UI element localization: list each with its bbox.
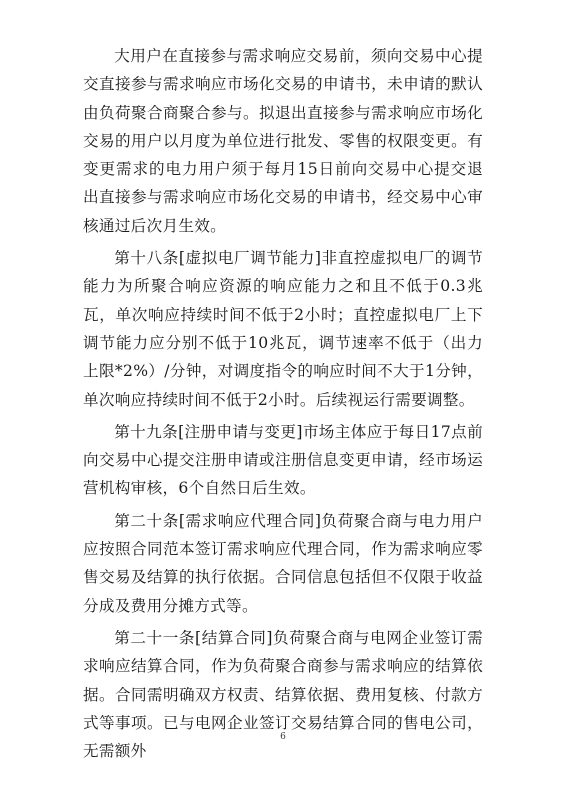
paragraph-article-20: 第二十条[需求响应代理合同]负荷聚合商与电力用户应按照合同范本签订需求响应代理合同，作为需求响应零售交易及结算的执行依据。合同信息包括但不仅限于收益分成及费用分摊方式等。 (83, 511, 483, 615)
body-text (83, 42, 483, 769)
paragraph-user-participation: 大用户在直接参与需求响应交易前，须向交易中心提交直接参与需求响应市场化交易的申请书，未申请的默认由负荷聚合商聚合参与。拟退出直接参与需求响应市场化交易的用户以月度为单位进行批发、零售的权限变更。有变更需求的电力用户须于每月15日前向交易中心提交退出直接参与需求响应市场化交易的申请书，经交易中心审核通过后次月生效。 (83, 47, 483, 235)
page-number: 6 (280, 732, 286, 742)
paragraph-article-18: 第十八条[虚拟电厂调节能力]非直控虚拟电厂的调节能力为所聚合响应资源的响应能力之和且不低于0.3兆瓦，单次响应持续时间不低于2小时；直控虚拟电厂上下调节能力应分别不低于10兆瓦，调节速率不低于（出力上限*2%）/分钟，对调度指令的响应时间不大于1分钟，单次响应持续时间不低于2小时。后续视运行需要调整。 (83, 249, 483, 409)
paragraph-article-21: 第二十一条[结算合同]负荷聚合商与电网企业签订需求响应结算合同，作为负荷聚合商参与需求响应的结算依据。合同需明确双方权责、结算依据、费用复核、付款方式等事项。已与电网企业签订交易结算合同的售电公司，无需额外 (83, 628, 483, 761)
paragraph-article-19: 第十九条[注册申请与变更]市场主体应于每日17点前向交易中心提交注册申请或注册信息变更申请，经市场运营机构审核，6个自然日后生效。 (83, 422, 483, 498)
